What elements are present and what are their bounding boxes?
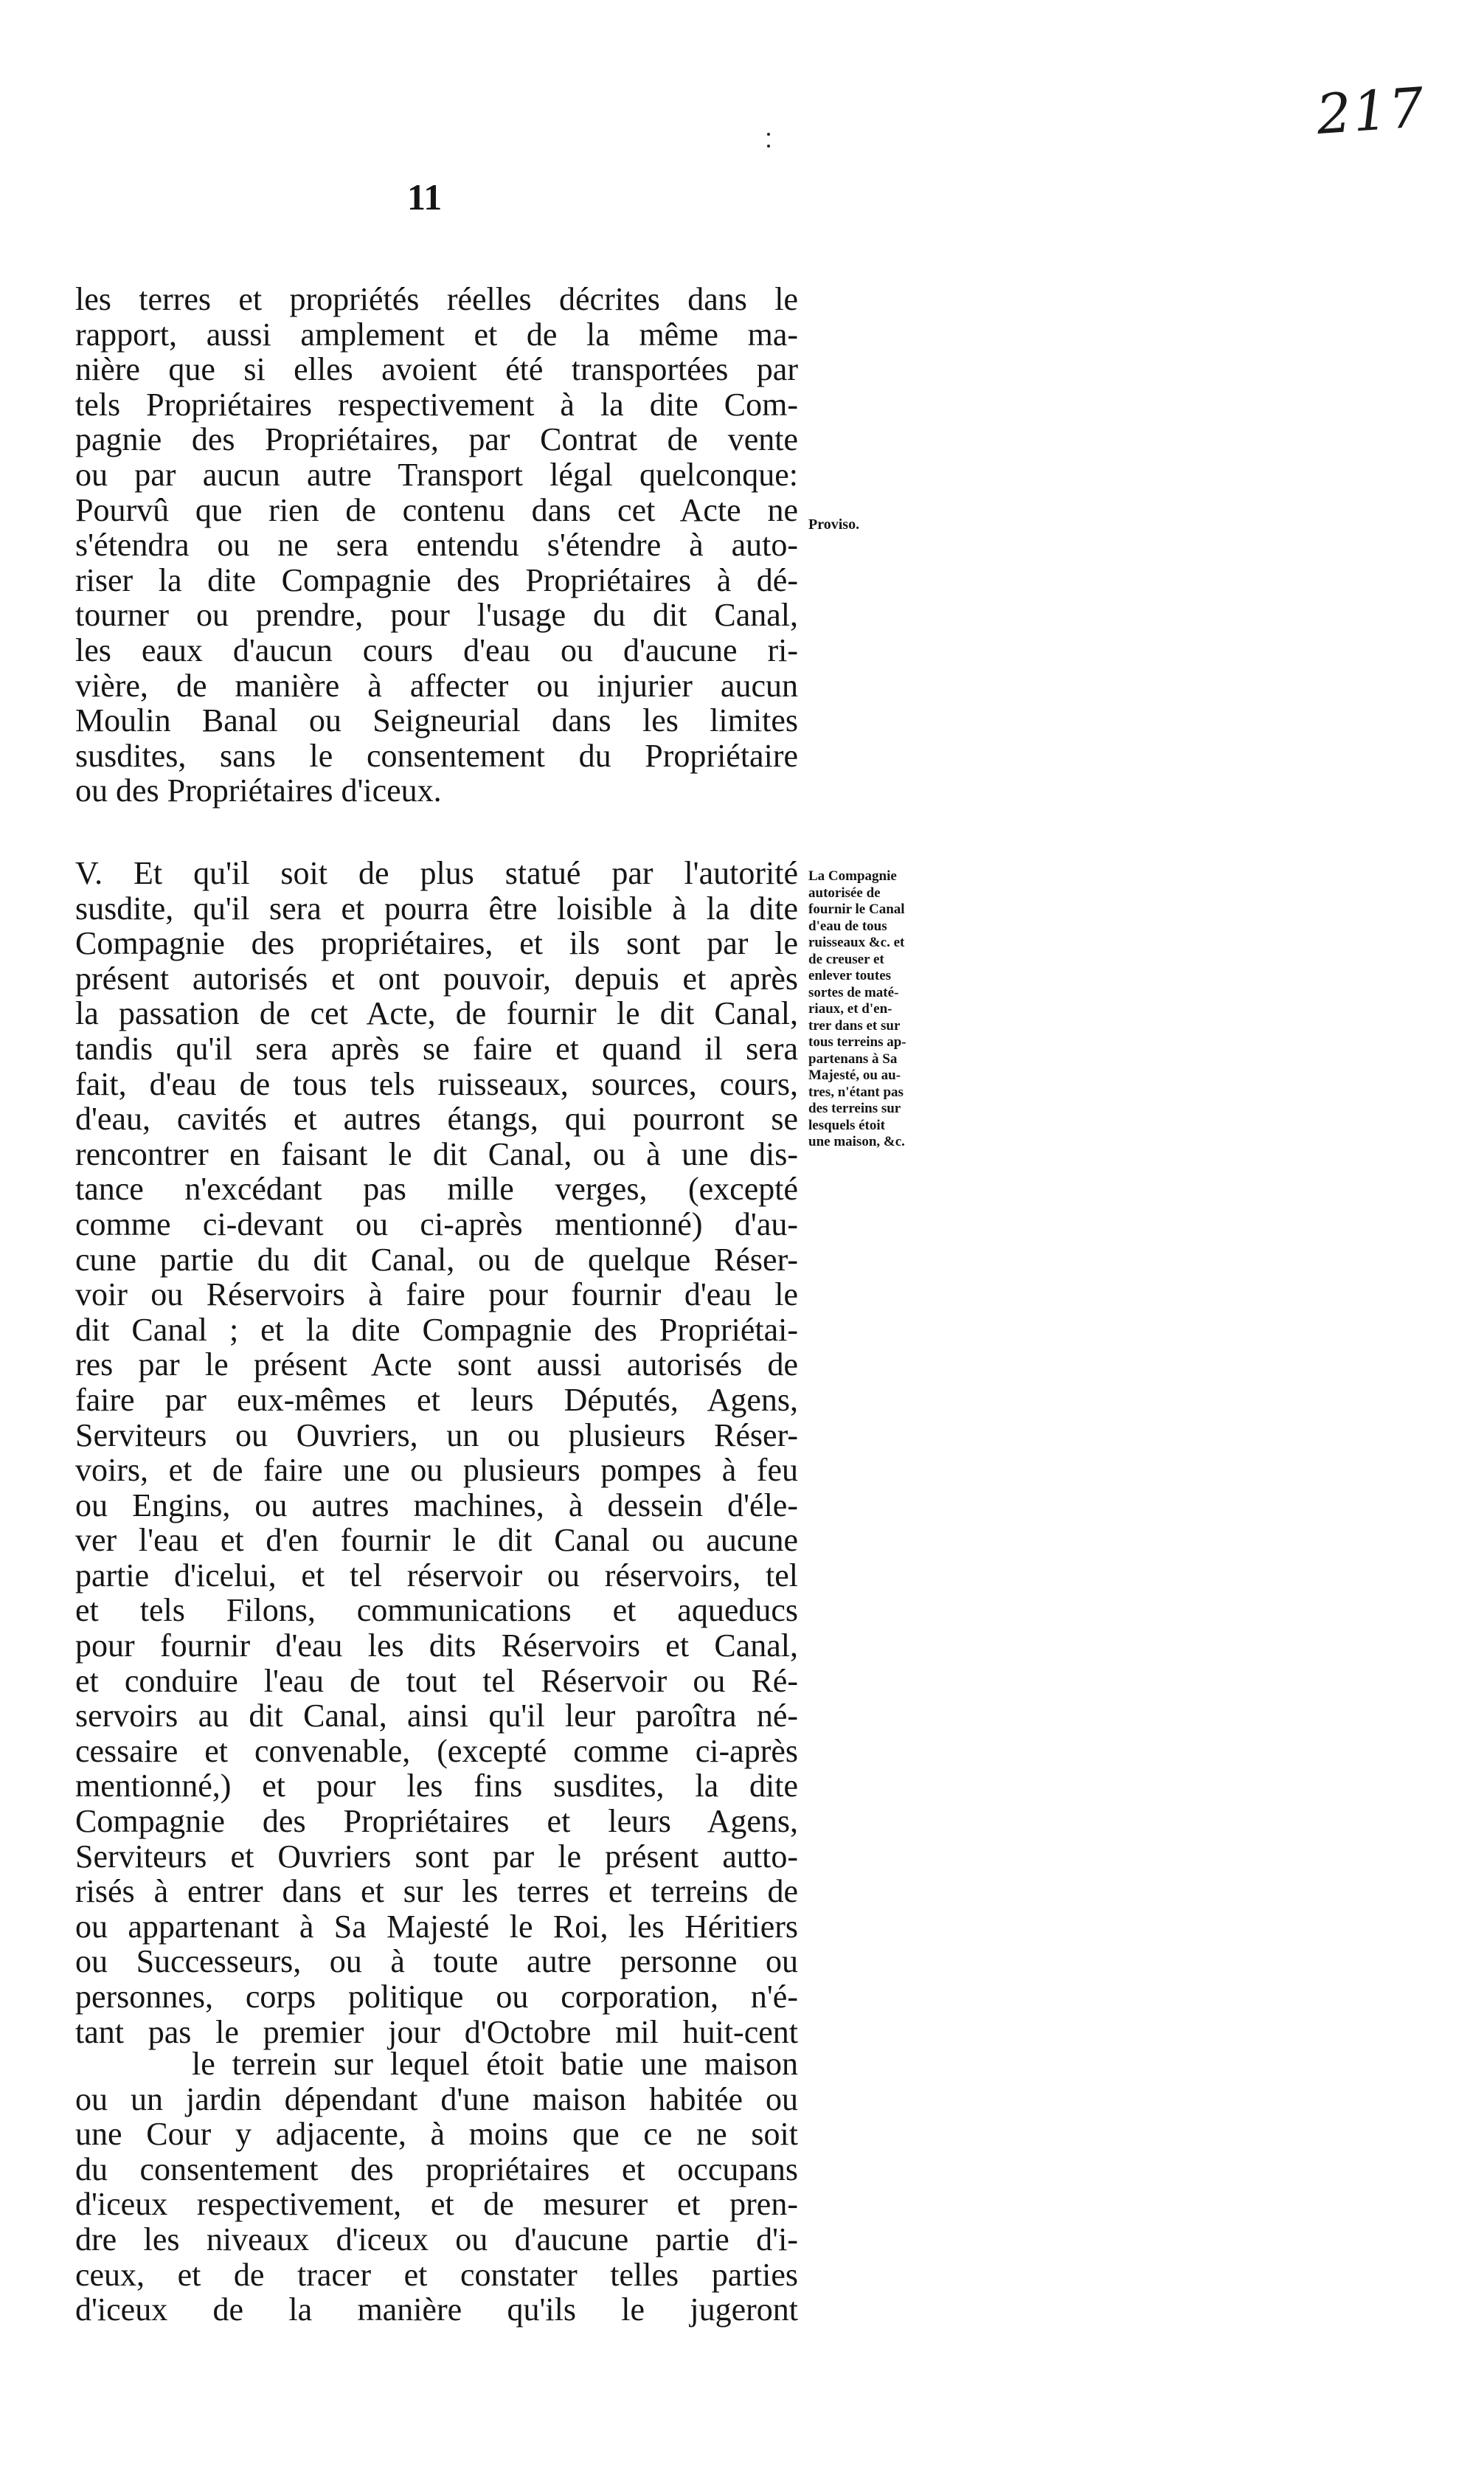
margin-note-proviso: Proviso. <box>808 516 860 533</box>
folio-number: 217 <box>1314 75 1428 148</box>
text-line: le terrein sur lequel étoit batie une maison <box>192 2046 798 2082</box>
margin-note-line: partenans à Sa <box>808 1051 898 1067</box>
text-line: ou un jardin dépendant d'une maison habitée ou <box>75 2080 798 2117</box>
margin-note-line: tous terreins ap- <box>808 1034 906 1050</box>
text-line: présent autorisés et ont pouvoir, depuis et après <box>75 960 798 997</box>
text-line: ou Engins, ou autres machines, à dessein d'éle- <box>75 1487 798 1523</box>
text-line: du consentement des propriétaires et occupans <box>75 2151 798 2187</box>
text-line: cessaire et convenable, (excepté comme ci-après <box>75 1732 798 1769</box>
margin-note-line: La Compagnie <box>808 868 897 884</box>
text-line: servoirs au dit Canal, ainsi qu'il leur paroîtra né- <box>75 1698 798 1734</box>
text-line: V. Et qu'il soit de plus statué par l'autorité <box>75 855 798 891</box>
text-line: et conduire l'eau de tout tel Réservoir ou Ré- <box>75 1662 798 1699</box>
text-line: tourner ou prendre, pour l'usage du dit Canal, <box>75 597 798 634</box>
margin-note-line: ruisseaux &c. et <box>808 935 905 950</box>
text-line: pagnie des Propriétaires, par Contrat de vente <box>75 421 798 458</box>
text-line: Serviteurs ou Ouvriers, un ou plusieurs Réser- <box>75 1416 798 1453</box>
margin-note-line: lesquels étoit <box>808 1117 885 1133</box>
text-line: Compagnie des Propriétaires et leurs Agens, <box>75 1803 798 1840</box>
text-line: Moulin Banal ou Seigneurial dans les limites <box>75 702 798 739</box>
text-line: ver l'eau et d'en fournir le dit Canal ou aucune <box>75 1522 798 1559</box>
margin-note-line: sortes de maté- <box>808 984 899 1000</box>
margin-note-line: des terreins sur <box>808 1101 901 1116</box>
text-line: les terres et propriétés réelles décrites dans le <box>75 281 798 317</box>
paragraph-continuation <box>75 2046 798 2328</box>
text-line: cune partie du dit Canal, ou de quelque Réser- <box>75 1241 798 1278</box>
text-line: ou Successeurs, ou à toute autre personne ou <box>75 1943 798 1980</box>
text-line: partie d'icelui, et tel réservoir ou réservoirs, tel <box>75 1557 798 1594</box>
text-line: et tels Filons, communications et aqueducs <box>75 1592 798 1629</box>
text-line: susdite, qu'il sera et pourra être loisible à la dite <box>75 890 798 927</box>
text-line: tandis qu'il sera après se faire et quand il sera <box>75 1030 798 1067</box>
page-number: 11 <box>407 176 443 218</box>
text-line: vière, de manière à affecter ou injurier aucun <box>75 667 798 704</box>
text-line: ou appartenant à Sa Majesté le Roi, les Héritiers <box>75 1908 798 1945</box>
text-line: mentionné,) et pour les fins susdites, la dite <box>75 1768 798 1805</box>
text-line: fait, d'eau de tous tels ruisseaux, sources, cours, <box>75 1065 798 1102</box>
text-line: dre les niveaux d'iceux ou d'aucune partie d'i- <box>75 2221 798 2257</box>
margin-note-company <box>808 868 906 1151</box>
paragraph-proviso <box>75 282 798 809</box>
ink-specks <box>767 133 773 156</box>
margin-note-line: fournir le Canal <box>808 902 905 917</box>
margin-note-line: trer dans et sur <box>808 1017 901 1034</box>
text-line: personnes, corps politique ou corporation, n'é- <box>75 1979 798 2015</box>
text-line: d'iceux respectivement, et de mesurer et pren- <box>75 2186 798 2223</box>
text-line: d'iceux de la manière qu'ils le jugeront <box>75 2291 798 2328</box>
margin-note-line: d'eau de tous <box>808 918 887 934</box>
text-line: pour fournir d'eau les dits Réservoirs et Canal, <box>75 1627 798 1664</box>
text-line: une Cour y adjacente, à moins que ce ne soit <box>75 2116 798 2153</box>
text-line: dit Canal ; et la dite Compagnie des Propriétai- <box>75 1311 798 1348</box>
text-line: susdites, sans le consentement du Propriétaire <box>75 737 798 774</box>
text-line: tant pas le premier jour d'Octobre mil huit-cent <box>75 2013 798 2050</box>
margin-note-line: enlever toutes <box>808 968 892 983</box>
text-line: riser la dite Compagnie des Propriétaires à dé- <box>75 561 798 598</box>
text-line: ou par aucun autre Transport légal quelconque: <box>75 456 798 493</box>
text-line: ou des Propriétaires d'iceux. <box>75 772 442 809</box>
text-line: nière que si elles avoient été transportées par <box>75 351 798 388</box>
margin-note-line: autorisée de <box>808 885 881 901</box>
text-line: voirs, et de faire une ou plusieurs pompes à feu <box>75 1452 798 1489</box>
text-line: tels Propriétaires respectivement à la dite Com- <box>75 386 798 423</box>
margin-note-line: riaux, et d'en- <box>808 1001 892 1017</box>
text-line: Compagnie des propriétaires, et ils sont par le <box>75 925 798 962</box>
paragraph-section-v <box>75 856 798 2049</box>
text-line: rencontrer en faisant le dit Canal, ou à une dis- <box>75 1135 798 1172</box>
margin-note-line: une maison, &c. <box>808 1134 905 1149</box>
text-line: res par le présent Acte sont aussi autorisés de <box>75 1346 798 1383</box>
text-line: s'étendra ou ne sera entendu s'étendre à auto- <box>75 527 798 564</box>
text-line: les eaux d'aucun cours d'eau ou d'aucune ri- <box>75 632 798 668</box>
text-line: faire par eux-mêmes et leurs Députés, Agens, <box>75 1381 798 1418</box>
margin-note-line: de creuser et <box>808 951 884 967</box>
text-line: rapport, aussi amplement et de la même ma- <box>75 316 798 353</box>
text-line: risés à entrer dans et sur les terres et terreins de <box>75 1873 798 1910</box>
margin-note-line: Majesté, ou au- <box>808 1068 901 1083</box>
text-line: Serviteurs et Ouvriers sont par le présent autto- <box>75 1838 798 1875</box>
text-line: d'eau, cavités et autres étangs, qui pourront se <box>75 1101 798 1138</box>
text-line: voir ou Réservoirs à faire pour fournir d'eau le <box>75 1276 798 1313</box>
margin-note-line: tres, n'étant pas <box>808 1084 904 1100</box>
text-line: tance n'excédant pas mille verges, (excepté <box>75 1171 798 1208</box>
text-line: Pourvû que rien de contenu dans cet Acte ne <box>75 491 798 528</box>
text-line: ceux, et de tracer et constater telles parties <box>75 2256 798 2293</box>
text-line: comme ci-devant ou ci-après mentionné) d'au- <box>75 1205 798 1242</box>
text-line: la passation de cet Acte, de fournir le dit Canal, <box>75 995 798 1032</box>
